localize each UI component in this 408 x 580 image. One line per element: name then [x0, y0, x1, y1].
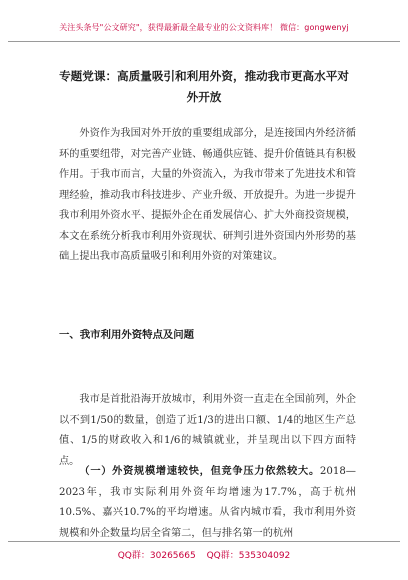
subsection-heading: （一）外资规模增速较快，但竞争压力依然较大。 [79, 466, 320, 477]
document-title: 专题党课：高质量吸引和利用外资，推动我市更高水平对外开放 [59, 69, 349, 104]
subsection-paragraph [59, 462, 356, 544]
qq-group-2: QQ群：535304092 [206, 551, 291, 561]
body-paragraph: 我市是首批沿海开放城市，利用外资一直走在全国前列，外企以不到1/50的数量，创造了近1/3的进出口额、1/4的地区生产总值、1/5的财政收入和1/6的城镇就业，并呈现出以下四方面特点。 [59, 394, 356, 467]
promo-ad-link[interactable]: 关注头条号"公文研究"，获得最新最全最专业的公文资料库！ 微信：gongwenyj [59, 23, 349, 32]
footer-contact [8, 541, 400, 561]
subsection-text: 2018—2023年，我市实际利用外资年均增速为17.7%，高于杭州10.5%、嘉兴10.7%的平均增速。从省内城市看，我市利用外资规模和外企数量均居全省第二，但与排名第一的杭州 [59, 466, 356, 539]
section-heading: 一、我市利用外资特点及问题 [59, 329, 195, 341]
promo-header [8, 6, 400, 42]
intro-paragraph: 外资作为我国对外开放的重要组成部分，是连接国内外经济循环的重要纽带，对完善产业链、畅通供应链、提升价值链具有积极作用。于我市而言，大量的外资流入，为我市带来了先进技术和管理经验，推动我市科技进步、产业升级、开放提升。为进一步提升我市利用外资水平、提振外企在甬发展信心、扩大外商投资规模，本文在系统分析我市利用外资现状、研判引进外资国内外形势的基础上提出我市高质量吸引和利用外资的对策建议。 [59, 128, 356, 262]
qq-group-1: QQ群：30265665 [117, 551, 196, 561]
